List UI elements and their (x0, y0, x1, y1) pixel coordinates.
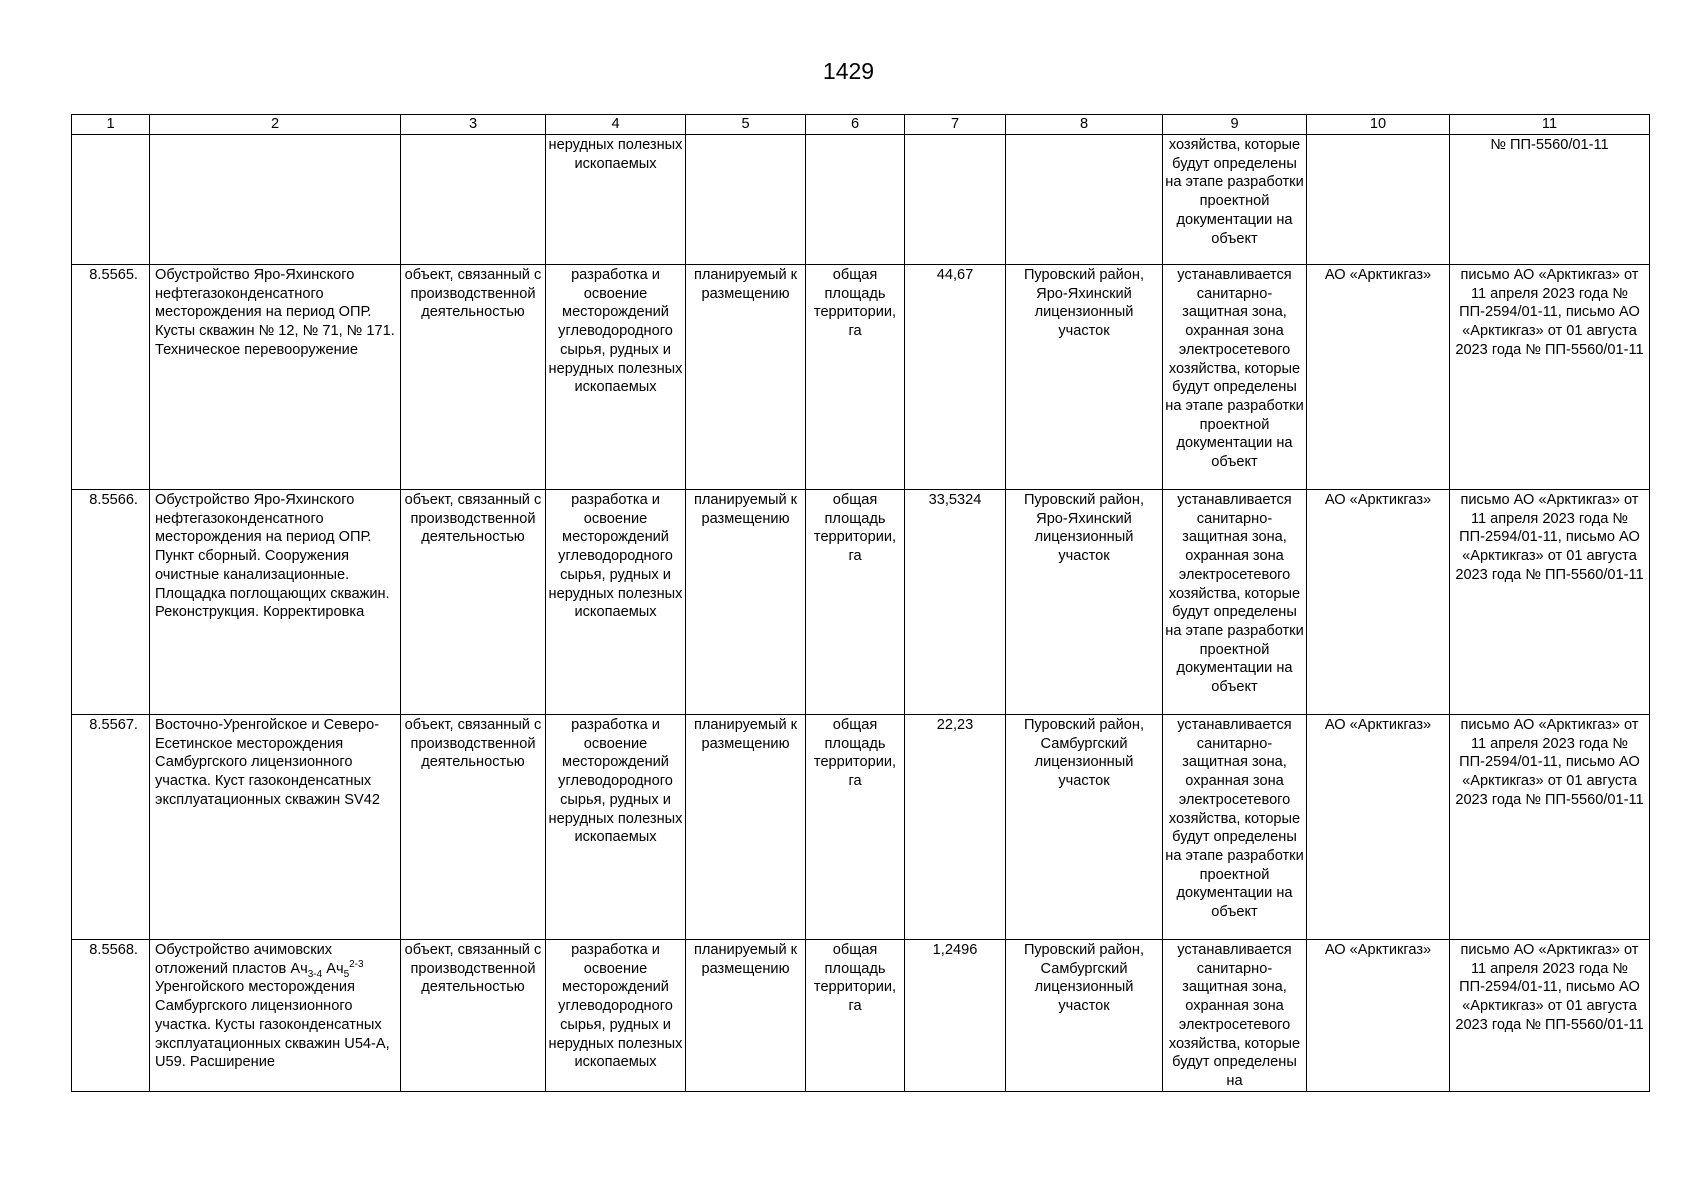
table-row (72, 490, 1650, 715)
object-name-part: Обустройство ачимовских отложений пластов Ач (155, 942, 333, 977)
status-cell: планируемый к размещению (686, 940, 806, 1092)
basis-cell: письмо АО «Арктикгаз» от 11 апреля 2023 года № ПП-2594/01-11, письмо АО «Арктикгаз» от 01 августа 2023 года № ПП-5560/01-11 (1450, 715, 1650, 940)
object-name: Обустройство Яро-Яхинского нефтегазоконденсатного месторождения на период ОПР. Кусты скважин № 12, № 71, № 171. Техническое перевооружение (150, 265, 401, 490)
column-header: 11 (1450, 115, 1650, 135)
object-name-part: Уренгойского месторождения Самбургского лицензионного участка. Кусты газоконденсатных эксплуатационных скважин U54-A, U59. Расширение (155, 979, 390, 1071)
continuation-row (72, 135, 1650, 265)
purpose-cell: нерудных полезных ископаемых (546, 135, 686, 265)
column-header: 8 (1006, 115, 1163, 135)
register-table (71, 114, 1650, 1092)
table-cell (905, 135, 1006, 265)
column-header: 7 (905, 115, 1006, 135)
parameter-cell: общая площадь территории, га (806, 265, 905, 490)
table-cell (1307, 135, 1450, 265)
table-cell (686, 135, 806, 265)
column-header: 6 (806, 115, 905, 135)
row-number: 8.5565. (72, 265, 150, 490)
row-number: 8.5568. (72, 940, 150, 1092)
page-number: 1429 (822, 58, 875, 84)
basis-cell: письмо АО «Арктикгаз» от 11 апреля 2023 года № ПП-2594/01-11, письмо АО «Арктикгаз» от 01 августа 2023 года № ПП-5560/01-11 (1450, 940, 1650, 1092)
zone-cell: устанавливается санитарно-защитная зона, охранная зона электросетевого хозяйства, которые будут определены на этапе разработки проектной документации на объект (1163, 490, 1307, 715)
value-cell: 22,23 (905, 715, 1006, 940)
table-row (72, 715, 1650, 940)
basis-cell: письмо АО «Арктикгаз» от 11 апреля 2023 года № ПП-2594/01-11, письмо АО «Арктикгаз» от 01 августа 2023 года № ПП-5560/01-11 (1450, 490, 1650, 715)
location-cell: Пуровский район, Яро-Яхинский лицензионный участок (1006, 265, 1163, 490)
column-header: 5 (686, 115, 806, 135)
purpose-cell: разработка и освоение месторождений углеводородного сырья, рудных и нерудных полезных ископаемых (546, 715, 686, 940)
row-number: 8.5567. (72, 715, 150, 940)
value-cell: 33,5324 (905, 490, 1006, 715)
status-cell: планируемый к размещению (686, 490, 806, 715)
parameter-cell: общая площадь территории, га (806, 490, 905, 715)
object-name: Восточно-Уренгойское и Северо-Есетинское месторождения Самбургского лицензионного участка. Куст газоконденсатных эксплуатационных скважин SV42 (150, 715, 401, 940)
location-cell: Пуровский район, Яро-Яхинский лицензионный участок (1006, 490, 1163, 715)
organization-cell: АО «Арктикгаз» (1307, 715, 1450, 940)
organization-cell: АО «Арктикгаз» (1307, 490, 1450, 715)
formation-index: 3-4 (307, 968, 323, 980)
table-row (72, 940, 1650, 1092)
column-header: 4 (546, 115, 686, 135)
zone-cell: устанавливается санитарно-защитная зона, охранная зона электросетевого хозяйства, которые будут определены на этапе разработки проектной документации на объект (1163, 265, 1307, 490)
column-number-row (72, 115, 1650, 135)
purpose-cell: разработка и освоение месторождений углеводородного сырья, рудных и нерудных полезных ископаемых (546, 265, 686, 490)
object-type: объект, связанный с производственной деятельностью (401, 715, 546, 940)
table-cell (72, 135, 150, 265)
object-type: объект, связанный с производственной деятельностью (401, 265, 546, 490)
table-cell (1006, 135, 1163, 265)
column-header: 3 (401, 115, 546, 135)
formation-index: 5 (343, 968, 350, 980)
zone-cell: хозяйства, которые будут определены на этапе разработки проектной документации на объект (1163, 135, 1307, 265)
organization-cell: АО «Арктикгаз» (1307, 265, 1450, 490)
parameter-cell: общая площадь территории, га (806, 940, 905, 1092)
column-header: 2 (150, 115, 401, 135)
status-cell: планируемый к размещению (686, 715, 806, 940)
table-row (72, 265, 1650, 490)
location-cell: Пуровский район, Самбургский лицензионный участок (1006, 715, 1163, 940)
parameter-cell: общая площадь территории, га (806, 715, 905, 940)
location-cell: Пуровский район, Самбургский лицензионный участок (1006, 940, 1163, 1092)
purpose-cell: разработка и освоение месторождений углеводородного сырья, рудных и нерудных полезных ископаемых (546, 490, 686, 715)
table-cell (150, 135, 401, 265)
column-header: 1 (72, 115, 150, 135)
object-name: Обустройство Яро-Яхинского нефтегазоконденсатного месторождения на период ОПР. Пункт сборный. Сооружения очистные канализационные. Площадка поглощающих скважин. Реконструкция. Корректировка (150, 490, 401, 715)
value-cell: 1,2496 (905, 940, 1006, 1092)
object-type: объект, связанный с производственной деятельностью (401, 940, 546, 1092)
zone-cell: устанавливается санитарно-защитная зона, охранная зона электросетевого хозяйства, которые будут определены на (1163, 940, 1307, 1092)
row-number: 8.5566. (72, 490, 150, 715)
object-name-part: Ач (322, 960, 344, 977)
purpose-cell: разработка и освоение месторождений углеводородного сырья, рудных и нерудных полезных ископаемых (546, 940, 686, 1092)
zone-cell: устанавливается санитарно-защитная зона, охранная зона электросетевого хозяйства, которые будут определены на этапе разработки проектной документации на объект (1163, 715, 1307, 940)
organization-cell: АО «Арктикгаз» (1307, 940, 1450, 1092)
object-type: объект, связанный с производственной деятельностью (401, 490, 546, 715)
basis-cell: № ПП-5560/01-11 (1450, 135, 1650, 265)
table-cell (401, 135, 546, 265)
formation-index: 2-3 (349, 958, 364, 970)
column-header: 9 (1163, 115, 1307, 135)
object-name (150, 940, 401, 1092)
table-cell (806, 135, 905, 265)
value-cell: 44,67 (905, 265, 1006, 490)
status-cell: планируемый к размещению (686, 265, 806, 490)
basis-cell: письмо АО «Арктикгаз» от 11 апреля 2023 года № ПП-2594/01-11, письмо АО «Арктикгаз» от 01 августа 2023 года № ПП-5560/01-11 (1450, 265, 1650, 490)
column-header: 10 (1307, 115, 1450, 135)
